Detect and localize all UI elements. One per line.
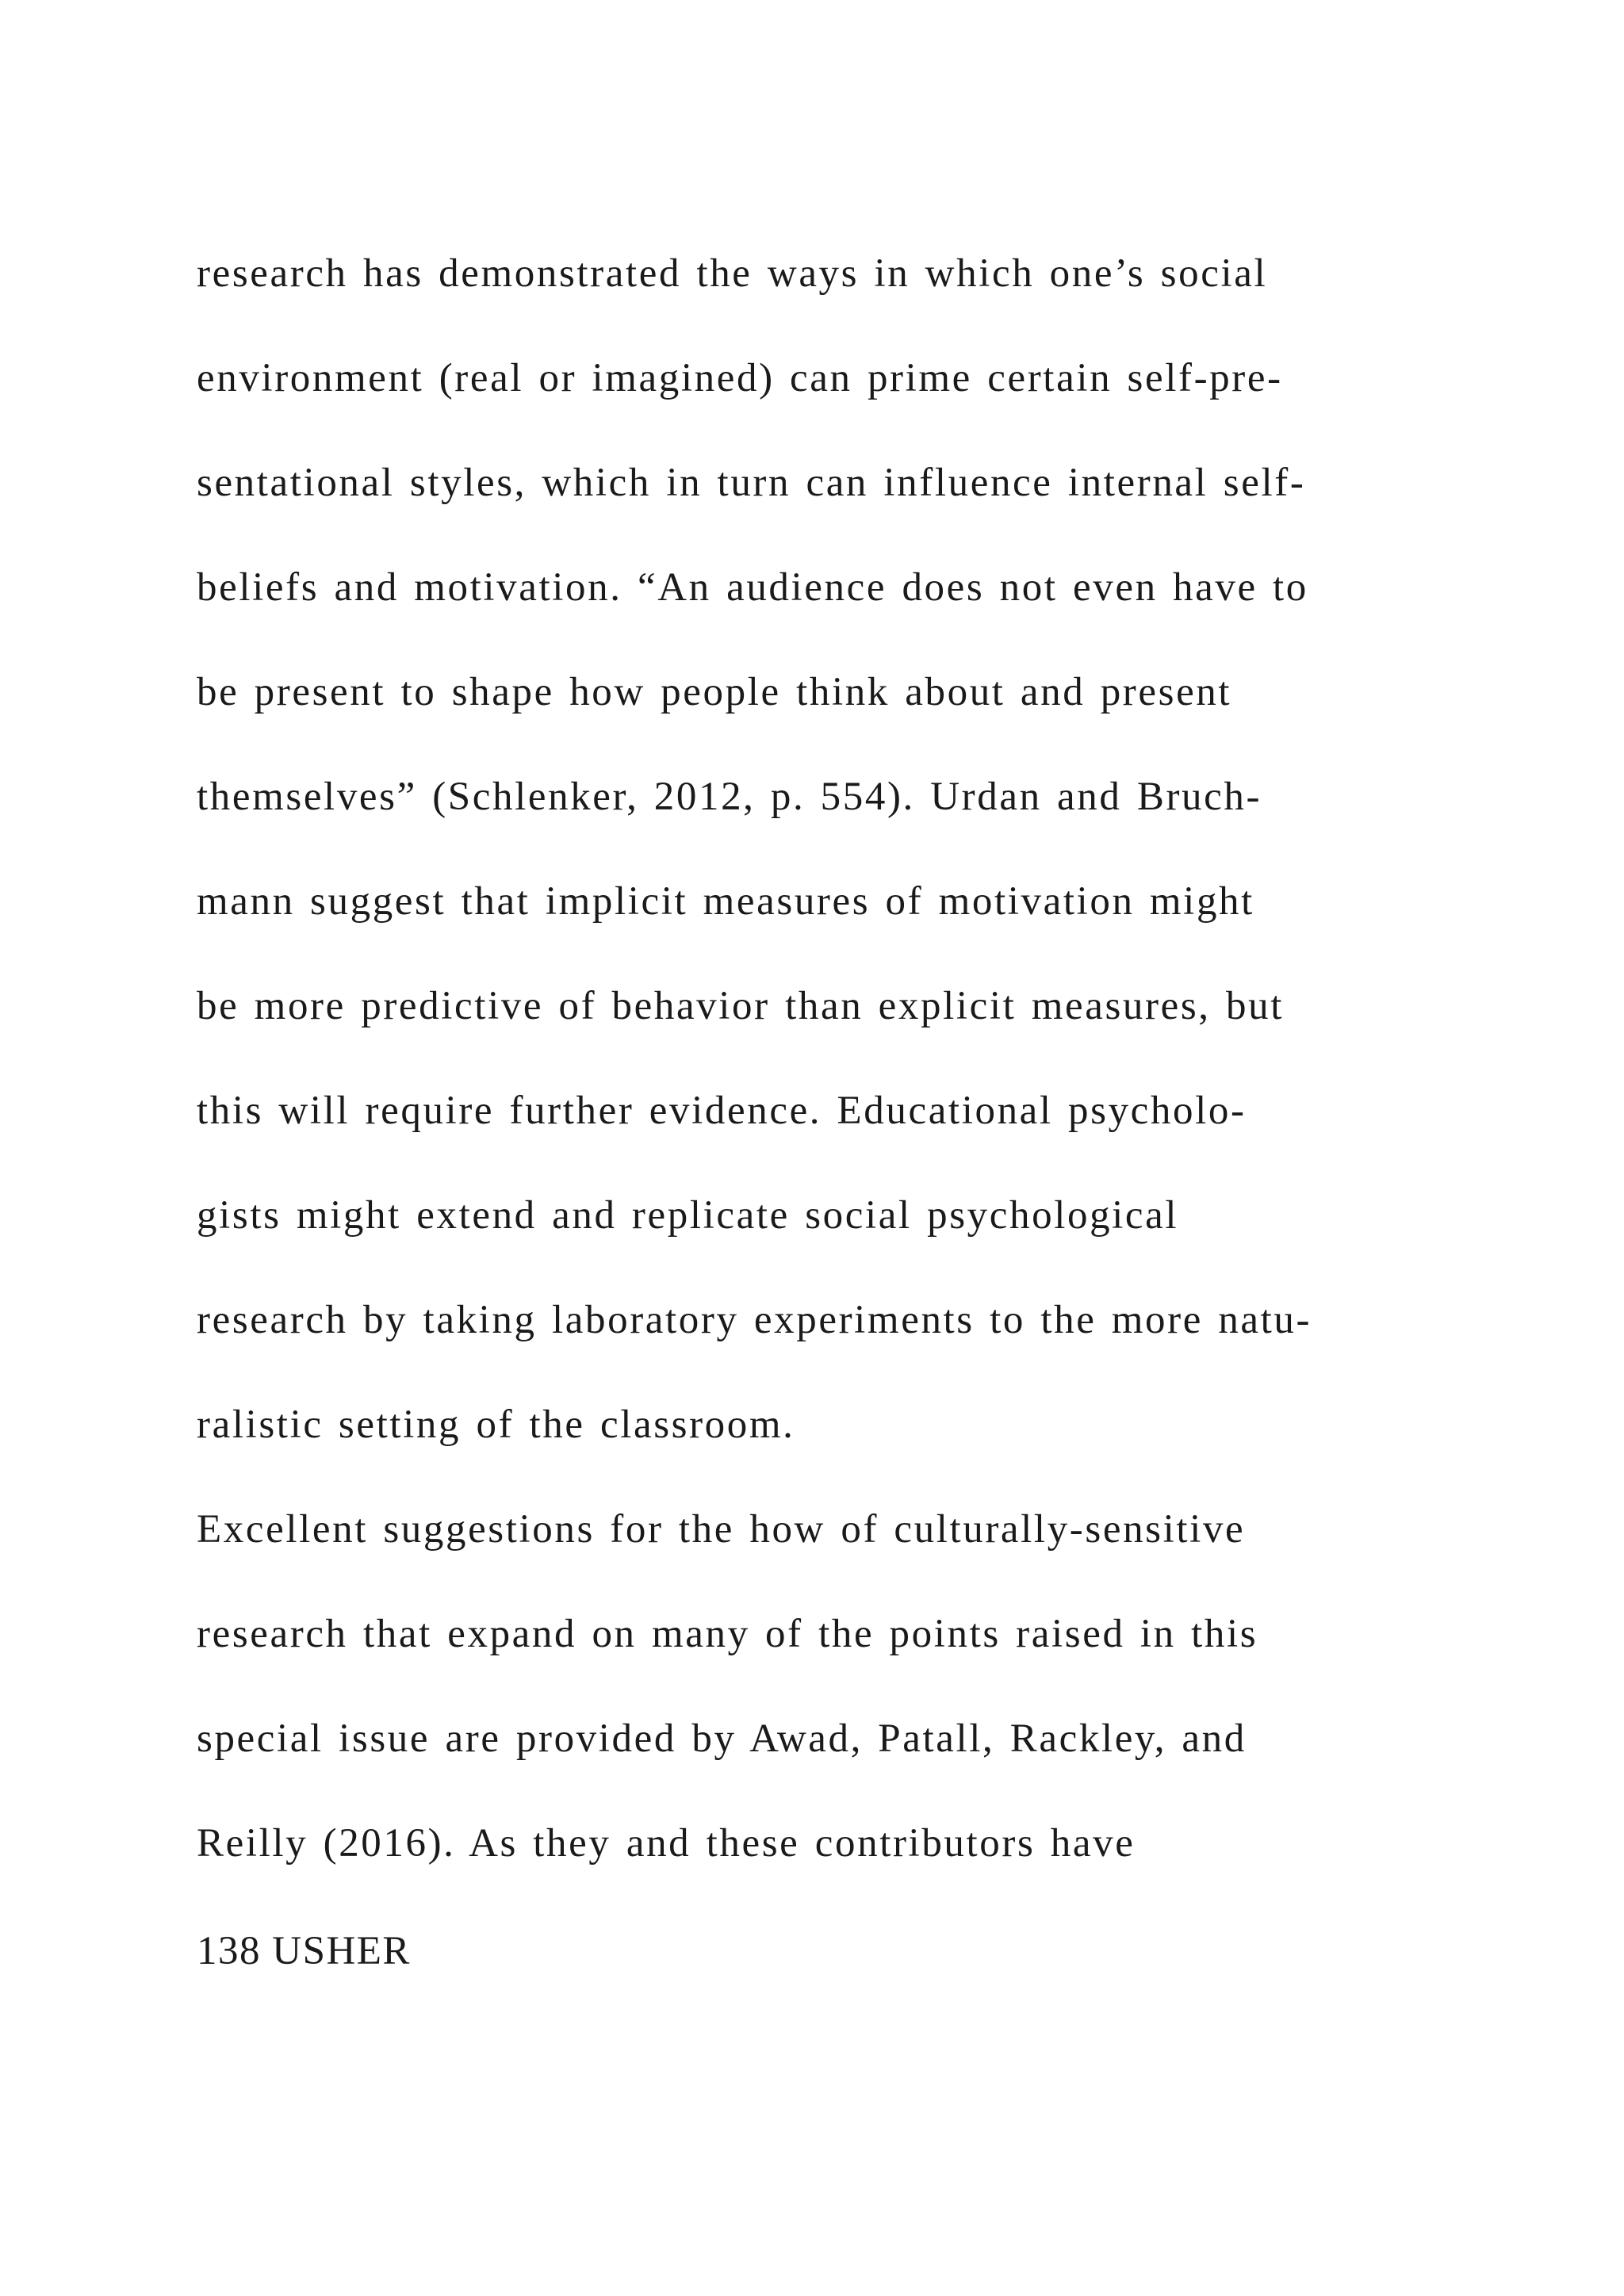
body-text: [197, 244, 1434, 1919]
page-footer: 138 USHER: [197, 1929, 411, 1973]
text-line: themselves” (Schlenker, 2012, p. 554). Urdan and Bruch-: [197, 775, 1262, 819]
text-line: beliefs and motivation. “An audience does not even have to: [197, 565, 1308, 610]
text-line: ralistic setting of the classroom.: [197, 1402, 795, 1447]
text-line: environment (real or imagined) can prime certain self-pre-: [197, 356, 1283, 400]
text-line: Reilly (2016). As they and these contributors have: [197, 1821, 1136, 1866]
text-line: sentational styles, which in turn can influence internal self-: [197, 461, 1306, 505]
text-line: this will require further evidence. Educational psycholo-: [197, 1089, 1247, 1133]
text-line: gists might extend and replicate social psychological: [197, 1193, 1179, 1238]
text-line: research has demonstrated the ways in which one’s social: [197, 251, 1268, 296]
text-line: Excellent suggestions for the how of culturally-sensitive: [197, 1507, 1246, 1552]
text-line: be more predictive of behavior than explicit measures, but: [197, 984, 1284, 1028]
text-line: research that expand on many of the points raised in this: [197, 1612, 1258, 1656]
text-line: mann suggest that implicit measures of motivation might: [197, 879, 1254, 924]
text-line: be present to shape how people think about and present: [197, 670, 1232, 714]
text-line: research by taking laboratory experiments to the more natu-: [197, 1298, 1312, 1342]
text-line: special issue are provided by Awad, Patall, Rackley, and: [197, 1716, 1247, 1761]
